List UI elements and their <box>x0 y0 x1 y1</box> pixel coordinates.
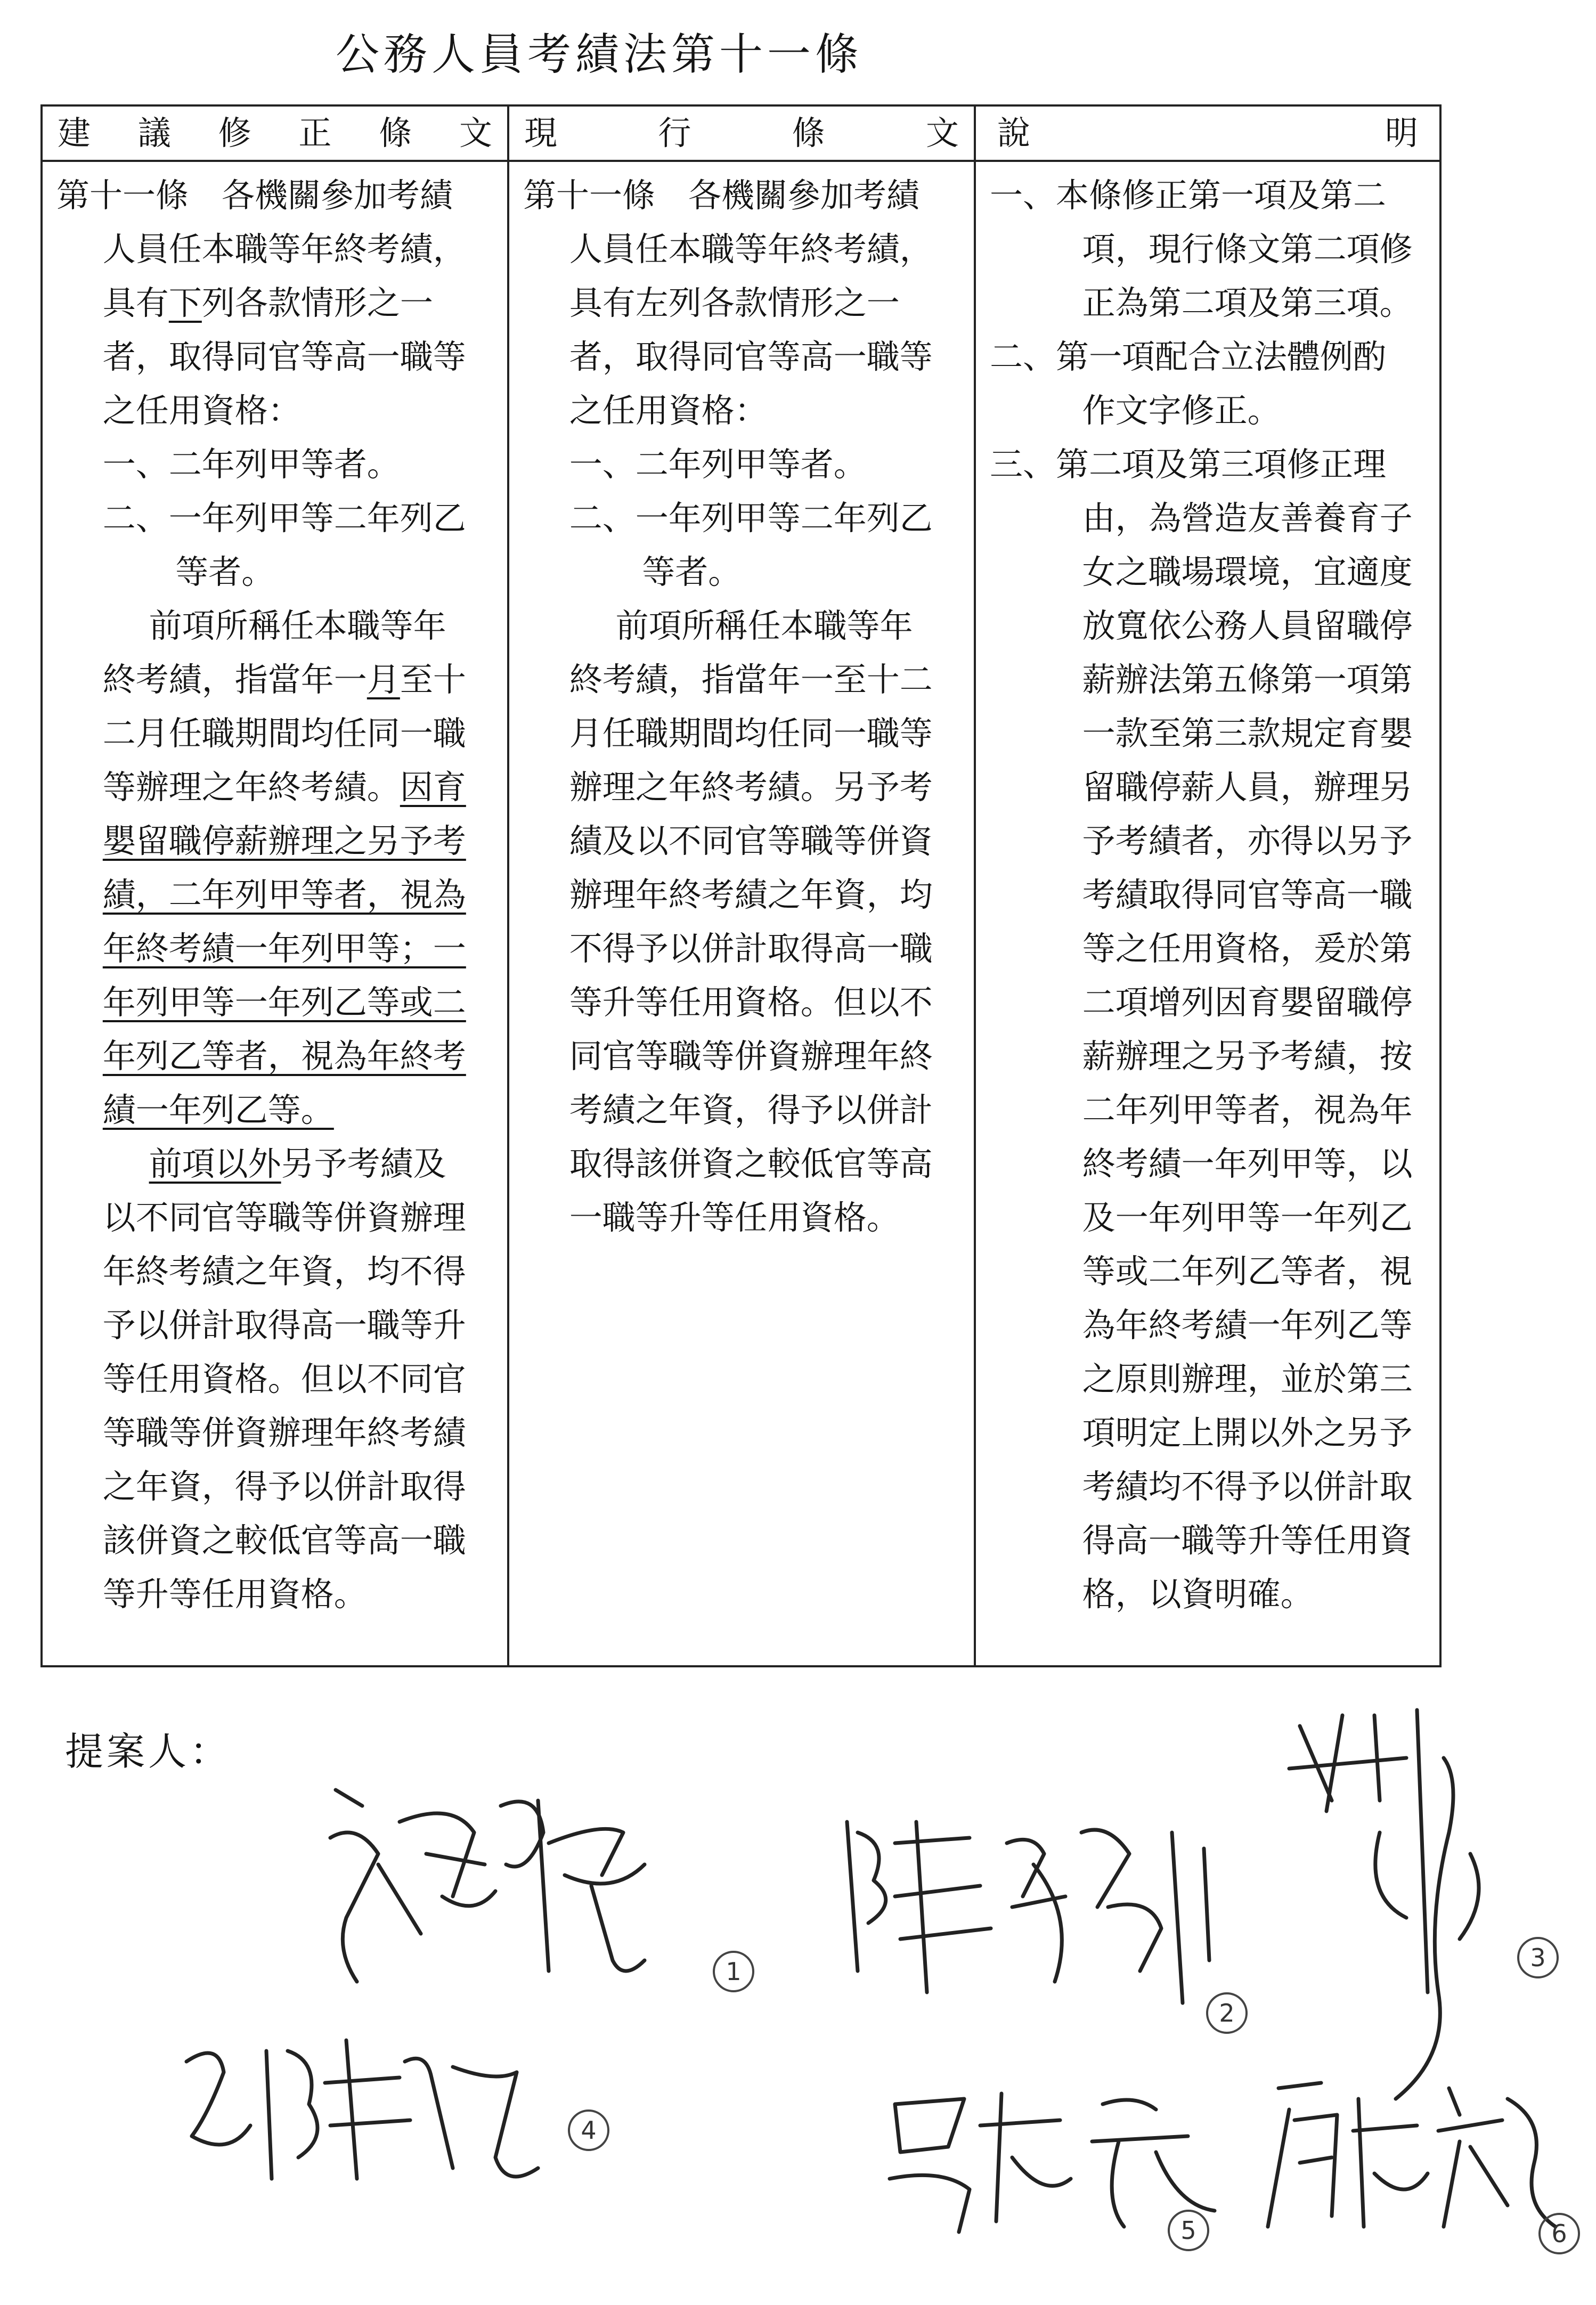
proposed-line: 人員任本職等年終考績， <box>102 230 466 268</box>
explanation-line: 終考績一年列甲等，以 <box>1082 1144 1413 1183</box>
current-line: 二、一年列甲等二年列乙 <box>569 499 933 537</box>
amended-text: 月 <box>367 660 400 699</box>
proposed-line: 之任用資格： <box>102 391 301 430</box>
proposed-line <box>56 975 500 1029</box>
header-current-char: 文 <box>925 113 959 152</box>
explanation-line: 作文字修正。 <box>1082 391 1281 430</box>
current-line: 第十一條 各機關參加考績 <box>523 176 920 215</box>
proposed-line: 以不同官等職等併資辦理 <box>102 1198 466 1237</box>
current-line: 等升等任用資格。但以不 <box>569 983 933 1022</box>
text-run: 具有 <box>102 283 169 322</box>
explanation-line: 項，現行條文第二項修 <box>1082 230 1413 268</box>
explanation-line: 二項增列因育嬰留職停 <box>1082 983 1413 1022</box>
text-run: 等辦理之年終考績。 <box>102 768 400 807</box>
explanation-line: 薪辦理之另予考績，按 <box>1082 1037 1413 1076</box>
header-explanation <box>975 105 1440 161</box>
amended-text: 績，二年列甲等者，視為 <box>102 875 466 914</box>
proposed-line <box>56 1029 500 1083</box>
amended-text: 下 <box>168 283 202 322</box>
document-title: 公務人員考績法第十一條 <box>336 29 864 80</box>
signature-4 <box>176 2019 559 2211</box>
explanation-line: 得高一職等升等任用資 <box>1082 1521 1413 1560</box>
explanation-line: 由，為營造友善養育子 <box>1082 499 1413 537</box>
signature-1 <box>314 1758 698 2003</box>
explanation-line: 放寬依公務人員留職停 <box>1082 606 1413 645</box>
proposed-article-cell <box>42 161 508 1666</box>
proposed-line: 予以併計取得高一職等升 <box>102 1306 466 1345</box>
proposed-line <box>56 1083 500 1137</box>
text-run: 另予考績及 <box>281 1144 446 1183</box>
amended-text: 嬰留職停薪辦理之另予考 <box>102 821 466 860</box>
current-line: 不得予以併計取得高一職 <box>569 929 933 968</box>
proposed-line <box>56 868 500 922</box>
explanation-line: 三、第二項及第三項修正理 <box>990 445 1387 484</box>
signature-2 <box>831 1801 1247 2024</box>
current-line: 績及以不同官等職等併資 <box>569 821 933 860</box>
explanation-line: 等或二年列乙等者，視 <box>1082 1252 1413 1291</box>
current-line: 者，取得同官等高一職等 <box>569 337 933 376</box>
current-line: 之任用資格： <box>569 391 768 430</box>
proposed-line <box>56 922 500 975</box>
explanation-line: 女之職場環境，宜適度 <box>1082 552 1413 591</box>
header-current-char: 現 <box>524 113 558 152</box>
signature-number-1: 1 <box>713 1951 754 1992</box>
proposed-line <box>56 276 500 330</box>
current-line: 辦理之年終考績。另予考 <box>569 768 933 807</box>
header-proposed-char: 修 <box>218 113 251 152</box>
current-line: 一職等升等任用資格。 <box>569 1198 900 1237</box>
header-proposed-char: 條 <box>379 113 412 152</box>
proposed-line <box>56 814 500 868</box>
header-proposed-char: 議 <box>137 113 171 152</box>
current-line: 人員任本職等年終考績， <box>569 230 933 268</box>
header-explanation-char: 明 <box>1385 113 1418 152</box>
current-line: 同官等職等併資辦理年終 <box>569 1037 933 1076</box>
signature-3 <box>1268 1694 1534 2109</box>
current-line: 前項所稱任本職等年 <box>615 606 913 645</box>
amended-text: 績一年列乙等。 <box>102 1090 334 1129</box>
header-proposed <box>42 105 508 161</box>
signature-number-2: 2 <box>1206 1992 1248 2034</box>
amended-text: 年列乙等者，視為年終考 <box>102 1037 466 1076</box>
proposed-line: 一、二年列甲等者。 <box>102 445 400 484</box>
table-body-row <box>42 161 1440 1666</box>
proposed-line: 者，取得同官等高一職等 <box>102 337 466 376</box>
amended-text: 因育 <box>400 768 466 807</box>
explanation-line: 格，以資明確。 <box>1082 1575 1314 1614</box>
proposed-line: 該併資之較低官等高一職 <box>102 1521 466 1560</box>
current-line: 等者。 <box>642 552 742 591</box>
explanation-line: 薪辦法第五條第一項第 <box>1082 660 1413 699</box>
current-line: 終考績，指當年一至十二 <box>569 660 933 699</box>
header-proposed-char: 正 <box>298 113 332 152</box>
explanation-line: 二、第一項配合立法體例酌 <box>990 337 1387 376</box>
current-line: 辦理年終考績之年資，均 <box>569 875 933 914</box>
proposed-line: 年終考績之年資，均不得 <box>102 1252 466 1291</box>
header-current-char: 行 <box>658 113 691 152</box>
explanation-line: 之原則辦理，並於第三 <box>1082 1359 1413 1398</box>
explanation-line: 及一年列甲等一年列乙 <box>1082 1198 1413 1237</box>
proposed-line: 等者。 <box>175 552 275 591</box>
header-explanation-char: 說 <box>997 113 1031 152</box>
text-run: 終考績，指當年一 <box>102 660 367 699</box>
comparison-table <box>40 104 1442 1667</box>
table-header-row <box>42 105 1440 161</box>
current-line: 具有左列各款情形之一 <box>569 283 900 322</box>
amended-text: 年列甲等一年列乙等或二 <box>102 983 466 1022</box>
proposed-line <box>56 653 500 706</box>
current-line: 月任職期間均任同一職等 <box>569 714 933 753</box>
signature-number-5: 5 <box>1168 2210 1209 2251</box>
header-proposed-char: 文 <box>459 113 492 152</box>
proposer-label: 提案人： <box>65 1729 232 1774</box>
explanation-line: 二年列甲等者，視為年 <box>1082 1090 1413 1129</box>
header-current-char: 條 <box>792 113 825 152</box>
proposed-line: 二、一年列甲等二年列乙 <box>102 499 466 537</box>
signature-number-4: 4 <box>568 2109 609 2151</box>
explanation-line: 留職停薪人員，辦理另 <box>1082 768 1413 807</box>
explanation-line: 予考績者，亦得以另予 <box>1082 821 1413 860</box>
proposed-line: 二月任職期間均任同一職 <box>102 714 466 753</box>
proposed-line: 第十一條 各機關參加考績 <box>56 176 453 215</box>
current-line: 考績之年資，得予以併計 <box>569 1090 933 1129</box>
explanation-line: 一款至第三款規定育嬰 <box>1082 714 1413 753</box>
explanation-line: 考績均不得予以併計取 <box>1082 1467 1413 1506</box>
header-current <box>508 105 975 161</box>
proposed-line: 之年資，得予以併計取得 <box>102 1467 466 1506</box>
signature-6 <box>1257 2067 1566 2248</box>
amended-text: 前項以外 <box>149 1144 281 1183</box>
current-line: 一、二年列甲等者。 <box>569 445 867 484</box>
explanation-line: 項明定上開以外之另予 <box>1082 1413 1413 1452</box>
text-run: 至十 <box>400 660 466 699</box>
proposed-line <box>56 760 500 814</box>
explanation-line: 考績取得同官等高一職 <box>1082 875 1413 914</box>
signature-number-6: 6 <box>1538 2213 1580 2254</box>
proposed-line: 前項所稱任本職等年 <box>149 606 446 645</box>
explanation-cell <box>975 161 1440 1666</box>
proposed-line <box>56 1137 500 1191</box>
proposed-line: 等升等任用資格。 <box>102 1575 367 1614</box>
signature-number-3: 3 <box>1517 1937 1559 1978</box>
explanation-line: 一、本條修正第一項及第二 <box>990 176 1387 215</box>
explanation-line: 正為第二項及第三項。 <box>1082 283 1413 322</box>
explanation-line: 為年終考績一年列乙等 <box>1082 1306 1413 1345</box>
current-line: 取得該併資之較低官等高 <box>569 1144 933 1183</box>
text-run: 列各款情形之一 <box>201 283 433 322</box>
proposed-line: 等職等併資辦理年終考績 <box>102 1413 466 1452</box>
current-article-cell <box>508 161 975 1666</box>
header-proposed-char: 建 <box>58 113 91 152</box>
explanation-line: 等之任用資格，爰於第 <box>1082 929 1413 968</box>
proposed-line: 等任用資格。但以不同官 <box>102 1359 466 1398</box>
amended-text: 年終考績一年列甲等；一 <box>102 929 466 968</box>
